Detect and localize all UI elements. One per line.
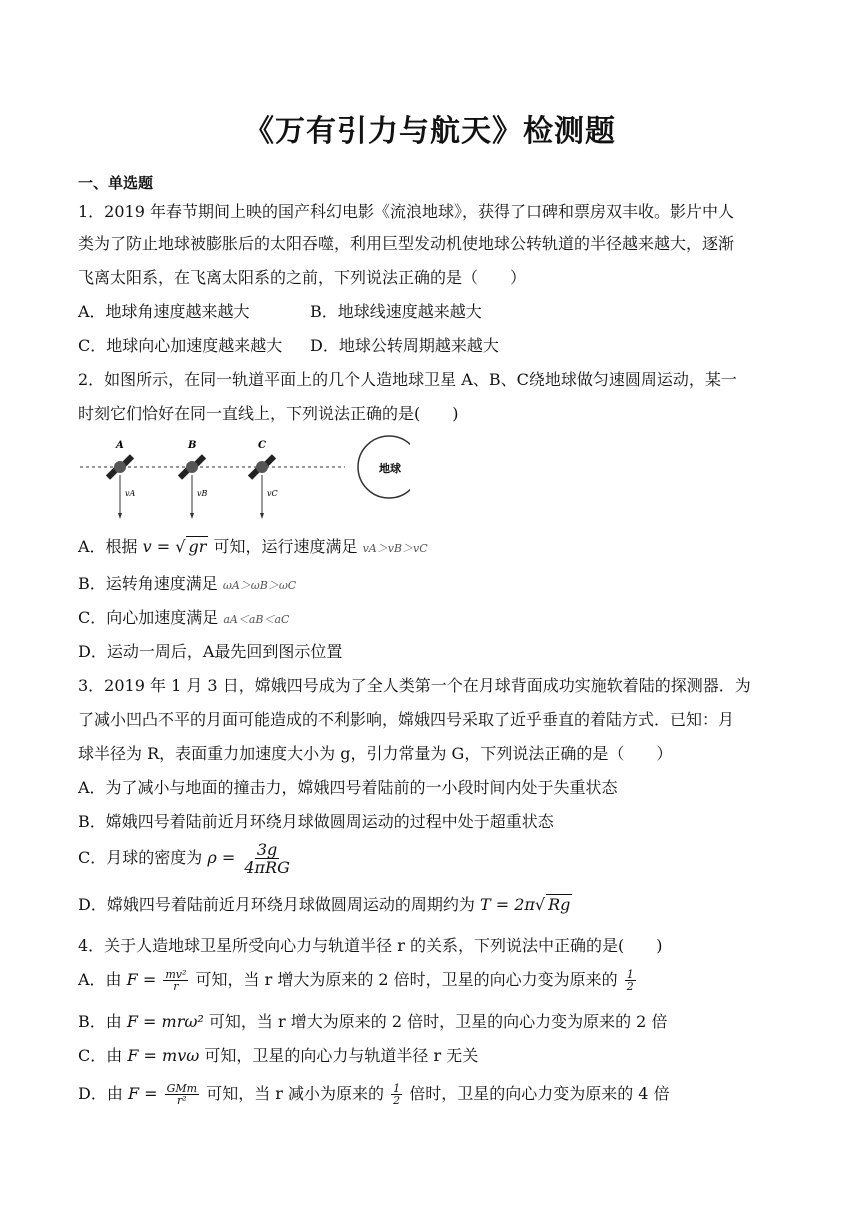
q1-option-a: A．地球角速度越来越大 xyxy=(78,302,250,321)
formula-f-mrw2: F = mrω² xyxy=(126,1012,204,1031)
q1-stem-line1: 1．2019 年春节期间上映的国产科幻电影《流浪地球》，获得了口碑和票房双丰收。影片中人 xyxy=(78,202,734,221)
q4-option-d-prefix: D．由 xyxy=(78,1084,123,1103)
q4-option-d-text: 倍时，卫星的向心力变为原来的 4 倍 xyxy=(409,1084,670,1103)
q3-stem-line1: 3．2019 年 1 月 3 日，嫦娥四号成为了全人类第一个在月球背面成功实施软着陆的探测器．为 xyxy=(78,676,751,695)
q2-option-a xyxy=(78,536,428,559)
label-c: C xyxy=(258,440,266,451)
q4-option-c-text: 可知，卫星的向心力与轨道半径 r 无关 xyxy=(204,1046,479,1065)
q1-option-b: B．地球线速度越来越大 xyxy=(310,302,482,321)
q3-stem-line3: 球半径为 R，表面重力加速度大小为 g，引力常量为 G，下列说法正确的是（ ） xyxy=(78,744,673,763)
formula-f-mv2-r: F = $\frac{\text{mv²}}{r}$ xyxy=(126,968,187,993)
fraction-one-half-d: $\frac{1}{2}$ xyxy=(393,1082,401,1107)
label-va: vA xyxy=(125,489,136,498)
label-vc: vC xyxy=(267,489,278,498)
q3-option-c xyxy=(78,840,294,876)
label-vb: vB xyxy=(197,489,208,498)
q2-stem-line2: 时刻它们恰好在同一直线上，下列说法正确的是( ) xyxy=(78,404,459,423)
q2-option-c-relation: aA＜aB＜aC xyxy=(223,613,290,626)
q2-option-a-mid: 可知，运行速度满足 xyxy=(213,537,358,556)
q2-option-d: D．运动一周后，A最先回到图示位置 xyxy=(78,642,343,661)
q4-option-c xyxy=(78,1046,478,1066)
q4-option-b-text: 可知，当 r 增大为原来的 2 倍时，卫星的向心力变为原来的 2 倍 xyxy=(208,1012,668,1031)
q2-option-b xyxy=(78,574,296,596)
q2-stem-line1: 2．如图所示，在同一轨道平面上的几个人造地球卫星 A、B、C绕地球做匀速圆周运动，某一 xyxy=(78,370,737,389)
q4-option-a-prefix: A．由 xyxy=(78,970,122,989)
satellite-b xyxy=(178,454,206,519)
q2-option-a-prefix: A．根据 xyxy=(78,537,138,556)
q2-option-a-relation: vA＞vB＞vC xyxy=(362,542,428,555)
earth-label: 地球 xyxy=(379,462,401,475)
formula-v-sqrt-gr: v = √ gr xyxy=(142,537,207,556)
q4-stem: 4．关于人造地球卫星所受向心力与轨道半径 r 的关系，下列说法中正确的是( ) xyxy=(78,936,663,955)
formula-density: ρ = $\frac{3g}{\text{4πRG}}$ xyxy=(207,840,290,877)
q2-option-b-relation: ωA＞ωB＞ωC xyxy=(222,579,297,592)
q4-option-d xyxy=(78,1080,670,1108)
formula-f-mvw: F = mvω xyxy=(127,1046,200,1065)
formula-f-gmm-r2: F = $\frac{\text{GMm}}{\text{r²}}$ xyxy=(127,1082,198,1107)
q2-option-c xyxy=(78,608,289,630)
q4-option-b-prefix: B．由 xyxy=(78,1012,122,1031)
q3-option-b: B．嫦娥四号着陆前近月环绕月球做圆周运动的过程中处于超重状态 xyxy=(78,812,554,831)
satellite-figure xyxy=(80,434,410,522)
q3-option-d xyxy=(78,894,572,915)
fraction-one-half: $\frac{1}{2}$ xyxy=(626,968,634,993)
q3-stem-line2: 了减小凹凸不平的月面可能造成的不利影响，嫦娥四号采取了近乎垂直的着陆方式．已知：月 xyxy=(78,710,735,729)
satellite-a xyxy=(106,454,134,519)
q1-option-c: C．地球向心加速度越来越大 xyxy=(78,336,283,355)
q1-option-d: D．地球公转周期越来越大 xyxy=(310,336,499,355)
q4-option-a xyxy=(78,966,638,994)
q4-option-d-mid: 可知，当 r 减小为原来的 xyxy=(206,1084,385,1103)
q4-option-c-prefix: C．由 xyxy=(78,1046,123,1065)
q3-option-a: A．为了减小与地面的撞击力，嫦娥四号着陆前的一小段时间内处于失重状态 xyxy=(78,778,618,797)
q4-option-a-text: 可知，当 r 增大为原来的 2 倍时，卫星的向心力变为原来的 xyxy=(195,970,618,989)
q3-option-c-prefix: C．月球的密度为 xyxy=(78,848,203,867)
q1-stem-line2: 类为了防止地球被膨胀后的太阳吞噬，利用巨型发动机使地球公转轨道的半径越来越大，逐渐 xyxy=(78,234,735,253)
label-b: B xyxy=(188,440,197,451)
q3-option-d-prefix: D．嫦娥四号着陆前近月环绕月球做圆周运动的周期约为 xyxy=(78,895,475,914)
q2-option-c-prefix: C．向心加速度满足 xyxy=(78,608,219,627)
satellite-c xyxy=(248,454,276,519)
section-heading: 一、单选题 xyxy=(78,174,154,192)
page-title: 《万有引力与航天》检测题 xyxy=(244,114,616,149)
q1-stem-line3: 飞离太阳系，在飞离太阳系的之前，下列说法正确的是（ ） xyxy=(78,268,527,287)
label-a: A xyxy=(116,440,124,451)
formula-period: T = 2π√ Rg xyxy=(479,895,571,914)
q2-option-b-prefix: B．运转角速度满足 xyxy=(78,574,218,593)
q4-option-b xyxy=(78,1012,667,1032)
